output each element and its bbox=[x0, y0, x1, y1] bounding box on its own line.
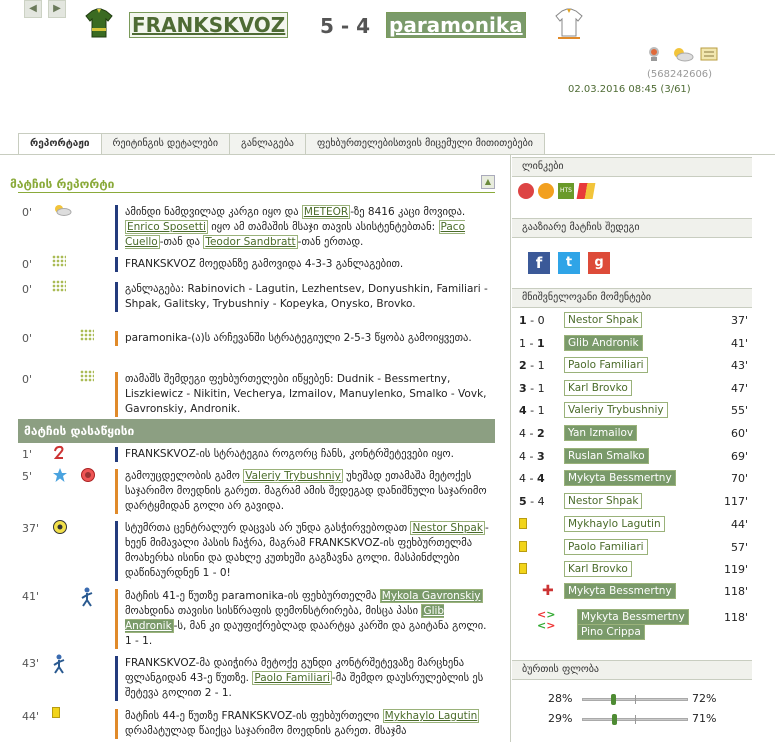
home-team-link[interactable]: FRANKSKVOZ bbox=[129, 12, 288, 38]
event-minute: 37' bbox=[22, 522, 40, 535]
formation-icon bbox=[52, 280, 66, 296]
no-goal-icon bbox=[80, 467, 96, 487]
possession-bar bbox=[582, 718, 688, 721]
event-text-part: მატჩის 44-ე წუთზე FRANKSKVOZ-ის ფეხბურთელი bbox=[125, 710, 383, 722]
event-text bbox=[115, 447, 495, 462]
goal-moment-row bbox=[515, 446, 752, 467]
ticket-icon bbox=[700, 47, 718, 61]
goal-score: 4 - 1 bbox=[519, 404, 545, 418]
away-shirt-icon bbox=[554, 8, 584, 40]
goal-minute: 60' bbox=[730, 427, 748, 440]
share-header: გააზიარე მატჩის შედეგი bbox=[512, 218, 752, 238]
goal-moment-row bbox=[515, 468, 752, 489]
tab-rating-details[interactable]: რეიტინგის დეტალები bbox=[101, 133, 231, 155]
event-text-part: უხეშად ეთამაშა მეტოქეს საჯარიმო მოედნის გარეთ. მაგრამ ამის შედეგად დანიშნული საჯარიმო დარტყმიდან გოლი არ გავიდა. bbox=[125, 470, 487, 512]
card-moment-row bbox=[515, 514, 752, 535]
goal-minute: 47' bbox=[730, 381, 748, 395]
goal-moment-row bbox=[515, 355, 752, 376]
tab-bar bbox=[18, 133, 544, 155]
possession-home-pct: 28% bbox=[548, 692, 573, 705]
card-moment-row bbox=[515, 537, 752, 558]
event-minute: 5' bbox=[22, 470, 33, 483]
goal-minute: 117' bbox=[723, 494, 748, 508]
goal-minute: 41' bbox=[730, 336, 748, 350]
match-score: 5 - 4 bbox=[320, 14, 371, 38]
event-text bbox=[115, 589, 495, 649]
goal-minute: 69' bbox=[730, 449, 748, 463]
goal-scorer-link[interactable]: Nestor Shpak bbox=[564, 312, 642, 328]
event-minute: 0' bbox=[22, 332, 33, 345]
formation-icon bbox=[80, 370, 94, 386]
event-text bbox=[115, 469, 495, 514]
event-text bbox=[115, 282, 495, 312]
event-text-part: -თან და bbox=[159, 236, 204, 248]
card-moment-row bbox=[515, 559, 752, 580]
event-minute: 1' bbox=[22, 448, 33, 461]
event-text-part: დრამატულად წაიქცა საჯარიმო მოედნის გარეთ. მსაჯმა bbox=[125, 725, 407, 737]
goal-scorer-link[interactable]: Nestor Shpak bbox=[564, 493, 642, 509]
player-link[interactable]: Enrico Sposetti bbox=[127, 221, 206, 233]
goal-scorer-link[interactable]: Mykyta Bessmertny bbox=[564, 470, 676, 486]
goal-moment-row bbox=[515, 378, 752, 399]
event-text-part: -ხეენ მიმავალი პასის ჩაჭრა, მაგრამ FRANKSKVOZ-ის ფეხბურთელმა მოახერხა ისინი და დახლე კუთხეში გაგზავნა გოლი. მასპინძლები დაწინაურდნენ 1 - 0! bbox=[125, 522, 489, 579]
possession-midline bbox=[635, 695, 636, 704]
goal-moment-row bbox=[515, 491, 752, 512]
match-datetime: 02.03.2016 08:45 (3/61) bbox=[568, 84, 691, 95]
event-text-part: სტუმრთა ცენტრალურ დაცვას არ უნდა გასჭირვებოდათ bbox=[125, 522, 411, 534]
goal-score: 2 - 1 bbox=[519, 359, 545, 373]
event-minute: 0' bbox=[22, 206, 33, 219]
player-link[interactable]: Mykhaylo Lagutin bbox=[384, 710, 478, 722]
player-link[interactable]: Teodor Sandbratt bbox=[205, 236, 296, 248]
player-link[interactable]: METEOR bbox=[303, 206, 349, 218]
formation-icon bbox=[80, 329, 94, 345]
goal-scorer-link[interactable]: Yan Izmailov bbox=[564, 425, 637, 441]
event-text-part: განლაგება: Rabinovich - Lagutin, Lezhentsev, Donyushkin, Familiari - Shpak, Galitsky, Trybushniy - Kopeyka, Onysko, Brovko. bbox=[125, 283, 488, 310]
match-start-section: მატჩის დასაწყისი bbox=[18, 419, 495, 443]
event-text-part: -ს, მან კი დაუფიქრებლად დაარტყა კარში და გაიტანა გოლი. 1 - 1. bbox=[125, 620, 487, 647]
card-minute: 44' bbox=[730, 518, 748, 531]
substitution-minute: 118' bbox=[723, 611, 748, 624]
facebook-icon[interactable]: f bbox=[528, 252, 550, 274]
yellow-card-icon bbox=[519, 518, 527, 529]
player-link[interactable]: Paco Cuello bbox=[125, 221, 466, 248]
card-minute: 119' bbox=[723, 563, 748, 577]
event-text-part: იყო ამ თამაშის მსაჯი თავის ასისტენტებთან: bbox=[207, 221, 439, 233]
goal-moment-row bbox=[515, 423, 752, 444]
event-minute: 0' bbox=[22, 258, 33, 271]
collapse-up-button[interactable]: ▲ bbox=[481, 175, 495, 189]
player-link[interactable]: Paolo Familiari bbox=[254, 672, 330, 684]
goal-moment-row bbox=[515, 310, 752, 331]
tab-lineup[interactable]: განლაგება bbox=[229, 133, 306, 155]
substitution-arrows-icon: <> <> bbox=[537, 608, 556, 632]
event-minute: 44' bbox=[22, 710, 40, 723]
goal-score: 5 - 4 bbox=[519, 494, 545, 508]
player-link[interactable]: Nestor Shpak bbox=[412, 522, 483, 534]
event-minute: 41' bbox=[22, 590, 40, 603]
event-text-part: paramonika-(ა)ს არჩევანში სტრატეგიული 2-5-3 წყობა გამოიყვეთა. bbox=[125, 332, 472, 344]
tab-divider bbox=[0, 154, 775, 155]
player-run-icon bbox=[80, 587, 94, 611]
yellow-card-icon bbox=[52, 707, 60, 722]
sub-out-player-link[interactable]: Mykyta Bessmertny bbox=[577, 609, 689, 625]
twitter-icon[interactable]: t bbox=[558, 252, 580, 274]
event-text bbox=[115, 709, 495, 739]
goal-scorer-link[interactable]: Karl Brovko bbox=[564, 380, 632, 396]
goal-score: 3 - 1 bbox=[519, 381, 545, 395]
goal-scorer-link[interactable]: Valeriy Trybushniy bbox=[564, 402, 668, 418]
event-text-part: -ზე 8416 კაცი მოვიდა. bbox=[350, 206, 466, 218]
player-run-icon bbox=[52, 654, 66, 678]
kickoff-icon bbox=[52, 445, 66, 465]
possession-bar bbox=[582, 698, 688, 701]
weather-sunny-cloudy-icon bbox=[670, 46, 694, 62]
event-text-part: -მა შემდო დაუსრულებლის ეს შეტევა გოლით 2 - 1. bbox=[125, 672, 484, 699]
event-text-part: FRANKSKVOZ მოედანზე გამოვიდა 4-3-3 განლაგებით. bbox=[125, 258, 404, 270]
goal-minute: 55' bbox=[730, 404, 748, 418]
player-link[interactable]: Mykola Gavronskiy bbox=[381, 590, 481, 602]
card-player-link[interactable]: Mykhaylo Lagutin bbox=[564, 516, 665, 532]
possession-marker bbox=[612, 714, 617, 725]
possession-away-pct: 72% bbox=[692, 692, 717, 705]
link-icon-red[interactable] bbox=[518, 183, 534, 199]
goal-scorer-link[interactable]: Paolo Familiari bbox=[564, 357, 648, 373]
link-icon-hts[interactable]: HTS bbox=[558, 183, 574, 199]
goal-score: 1 - 1 bbox=[519, 336, 545, 350]
possession-header: ბურთის ფლობა bbox=[512, 660, 752, 680]
home-shirt-icon bbox=[84, 8, 114, 38]
event-text bbox=[115, 372, 495, 417]
next-match-button[interactable]: ▶ bbox=[48, 0, 66, 18]
trophy-icon bbox=[646, 46, 662, 62]
injured-player-link[interactable]: Mykyta Bessmertny bbox=[564, 583, 676, 599]
goal-ball-icon bbox=[52, 519, 68, 539]
event-text-part: გამოუცდელობის გამო bbox=[125, 470, 244, 482]
card-player-link[interactable]: Paolo Familiari bbox=[564, 539, 648, 555]
event-text bbox=[115, 205, 495, 250]
link-icon-flag[interactable] bbox=[577, 183, 596, 199]
event-text bbox=[115, 521, 495, 581]
event-text-part: FRANKSKVOZ-მა დაიჭირა მეტოქე გუნდი კონტრშეტევაზე მარცხენა ფლანგიდან 43-ე წუთზე. bbox=[125, 657, 465, 684]
event-text-part: მოახდინა თავისი სისწრაფის დემონსტრირება, მისცა პასი bbox=[125, 605, 422, 617]
event-text-part: მატჩის 41-ე წუთზე paramonika-ის ფეხბურთელმა bbox=[125, 590, 380, 602]
event-text-part: თამაშს შემდეგი ფეხბურთელები იწყებენ: Dudnik - Bessmertny, Liszkiewicz - Nikitin, Vecherya, Izmailov, Manuylenko, Smalko - Vovk, Gavronskiy, Andronik. bbox=[125, 373, 487, 415]
yellow-card-icon bbox=[519, 563, 527, 574]
player-link[interactable]: Glib Andronik bbox=[125, 605, 445, 632]
event-text bbox=[115, 331, 495, 346]
free-kick-icon bbox=[52, 467, 68, 487]
possession-marker bbox=[611, 694, 616, 705]
event-text bbox=[115, 656, 495, 701]
tab-player-instructions[interactable]: ფეხბურთელებისთვის მიცემული მითითებები bbox=[305, 133, 545, 155]
yellow-card-icon bbox=[519, 541, 527, 552]
goal-moment-row bbox=[515, 400, 752, 421]
column-divider bbox=[510, 154, 511, 742]
goal-moment-row bbox=[515, 333, 752, 354]
possession-midline bbox=[635, 715, 636, 724]
prev-match-button[interactable]: ◀ bbox=[24, 0, 42, 18]
goal-score: 4 - 4 bbox=[519, 472, 545, 486]
links-header: ლინკები bbox=[512, 157, 752, 177]
tab-report[interactable]: რეპორტაჟი bbox=[18, 133, 102, 155]
possession-home-pct: 29% bbox=[548, 712, 573, 725]
event-text-part: -თან ერთად. bbox=[297, 236, 364, 248]
injury-cross-icon: ✚ bbox=[542, 583, 554, 599]
goal-scorer-link[interactable]: Ruslan Smalko bbox=[564, 448, 649, 464]
player-link[interactable]: Valeriy Trybushniy bbox=[245, 470, 341, 482]
goal-minute: 37' bbox=[730, 314, 748, 327]
match-id: (568242606) bbox=[647, 69, 713, 80]
goal-score: 1 - 0 bbox=[519, 314, 545, 327]
away-team-link[interactable]: paramonika bbox=[386, 12, 526, 38]
event-text-part: ამინდი ნამდვილად კარგი იყო და bbox=[125, 206, 302, 218]
google-plus-icon[interactable]: g bbox=[588, 252, 610, 274]
card-player-link[interactable]: Karl Brovko bbox=[564, 561, 632, 577]
goal-minute: 70' bbox=[730, 472, 748, 486]
event-minute: 43' bbox=[22, 657, 40, 670]
sub-in-player-link[interactable]: Pino Crippa bbox=[577, 624, 645, 640]
event-text-part: FRANKSKVOZ-ის სტრატეგია როგორც ჩანს, კონტრშეტევები იყო. bbox=[125, 448, 454, 460]
key-moments-header: მნიშვნელოვანი მომენტები bbox=[512, 288, 752, 308]
substitution-moment-row bbox=[515, 607, 752, 639]
weather-sunny-cloudy-icon bbox=[52, 203, 72, 221]
goal-scorer-link[interactable]: Glib Andronik bbox=[564, 335, 643, 351]
card-minute: 57' bbox=[730, 540, 748, 554]
link-icon-orange[interactable] bbox=[538, 183, 554, 199]
event-minute: 0' bbox=[22, 283, 33, 296]
report-title: მატჩის რეპორტი bbox=[10, 177, 115, 191]
formation-icon bbox=[52, 255, 66, 271]
possession-away-pct: 71% bbox=[692, 712, 717, 725]
report-title-underline bbox=[18, 192, 495, 193]
goal-minute: 43' bbox=[730, 359, 748, 373]
event-minute: 0' bbox=[22, 373, 33, 386]
injury-minute: 118' bbox=[723, 585, 748, 598]
link-icons bbox=[518, 183, 594, 199]
goal-score: 4 - 3 bbox=[519, 449, 545, 463]
event-text bbox=[115, 257, 495, 272]
goal-score: 4 - 2 bbox=[519, 427, 545, 440]
injury-moment-row bbox=[515, 581, 752, 602]
